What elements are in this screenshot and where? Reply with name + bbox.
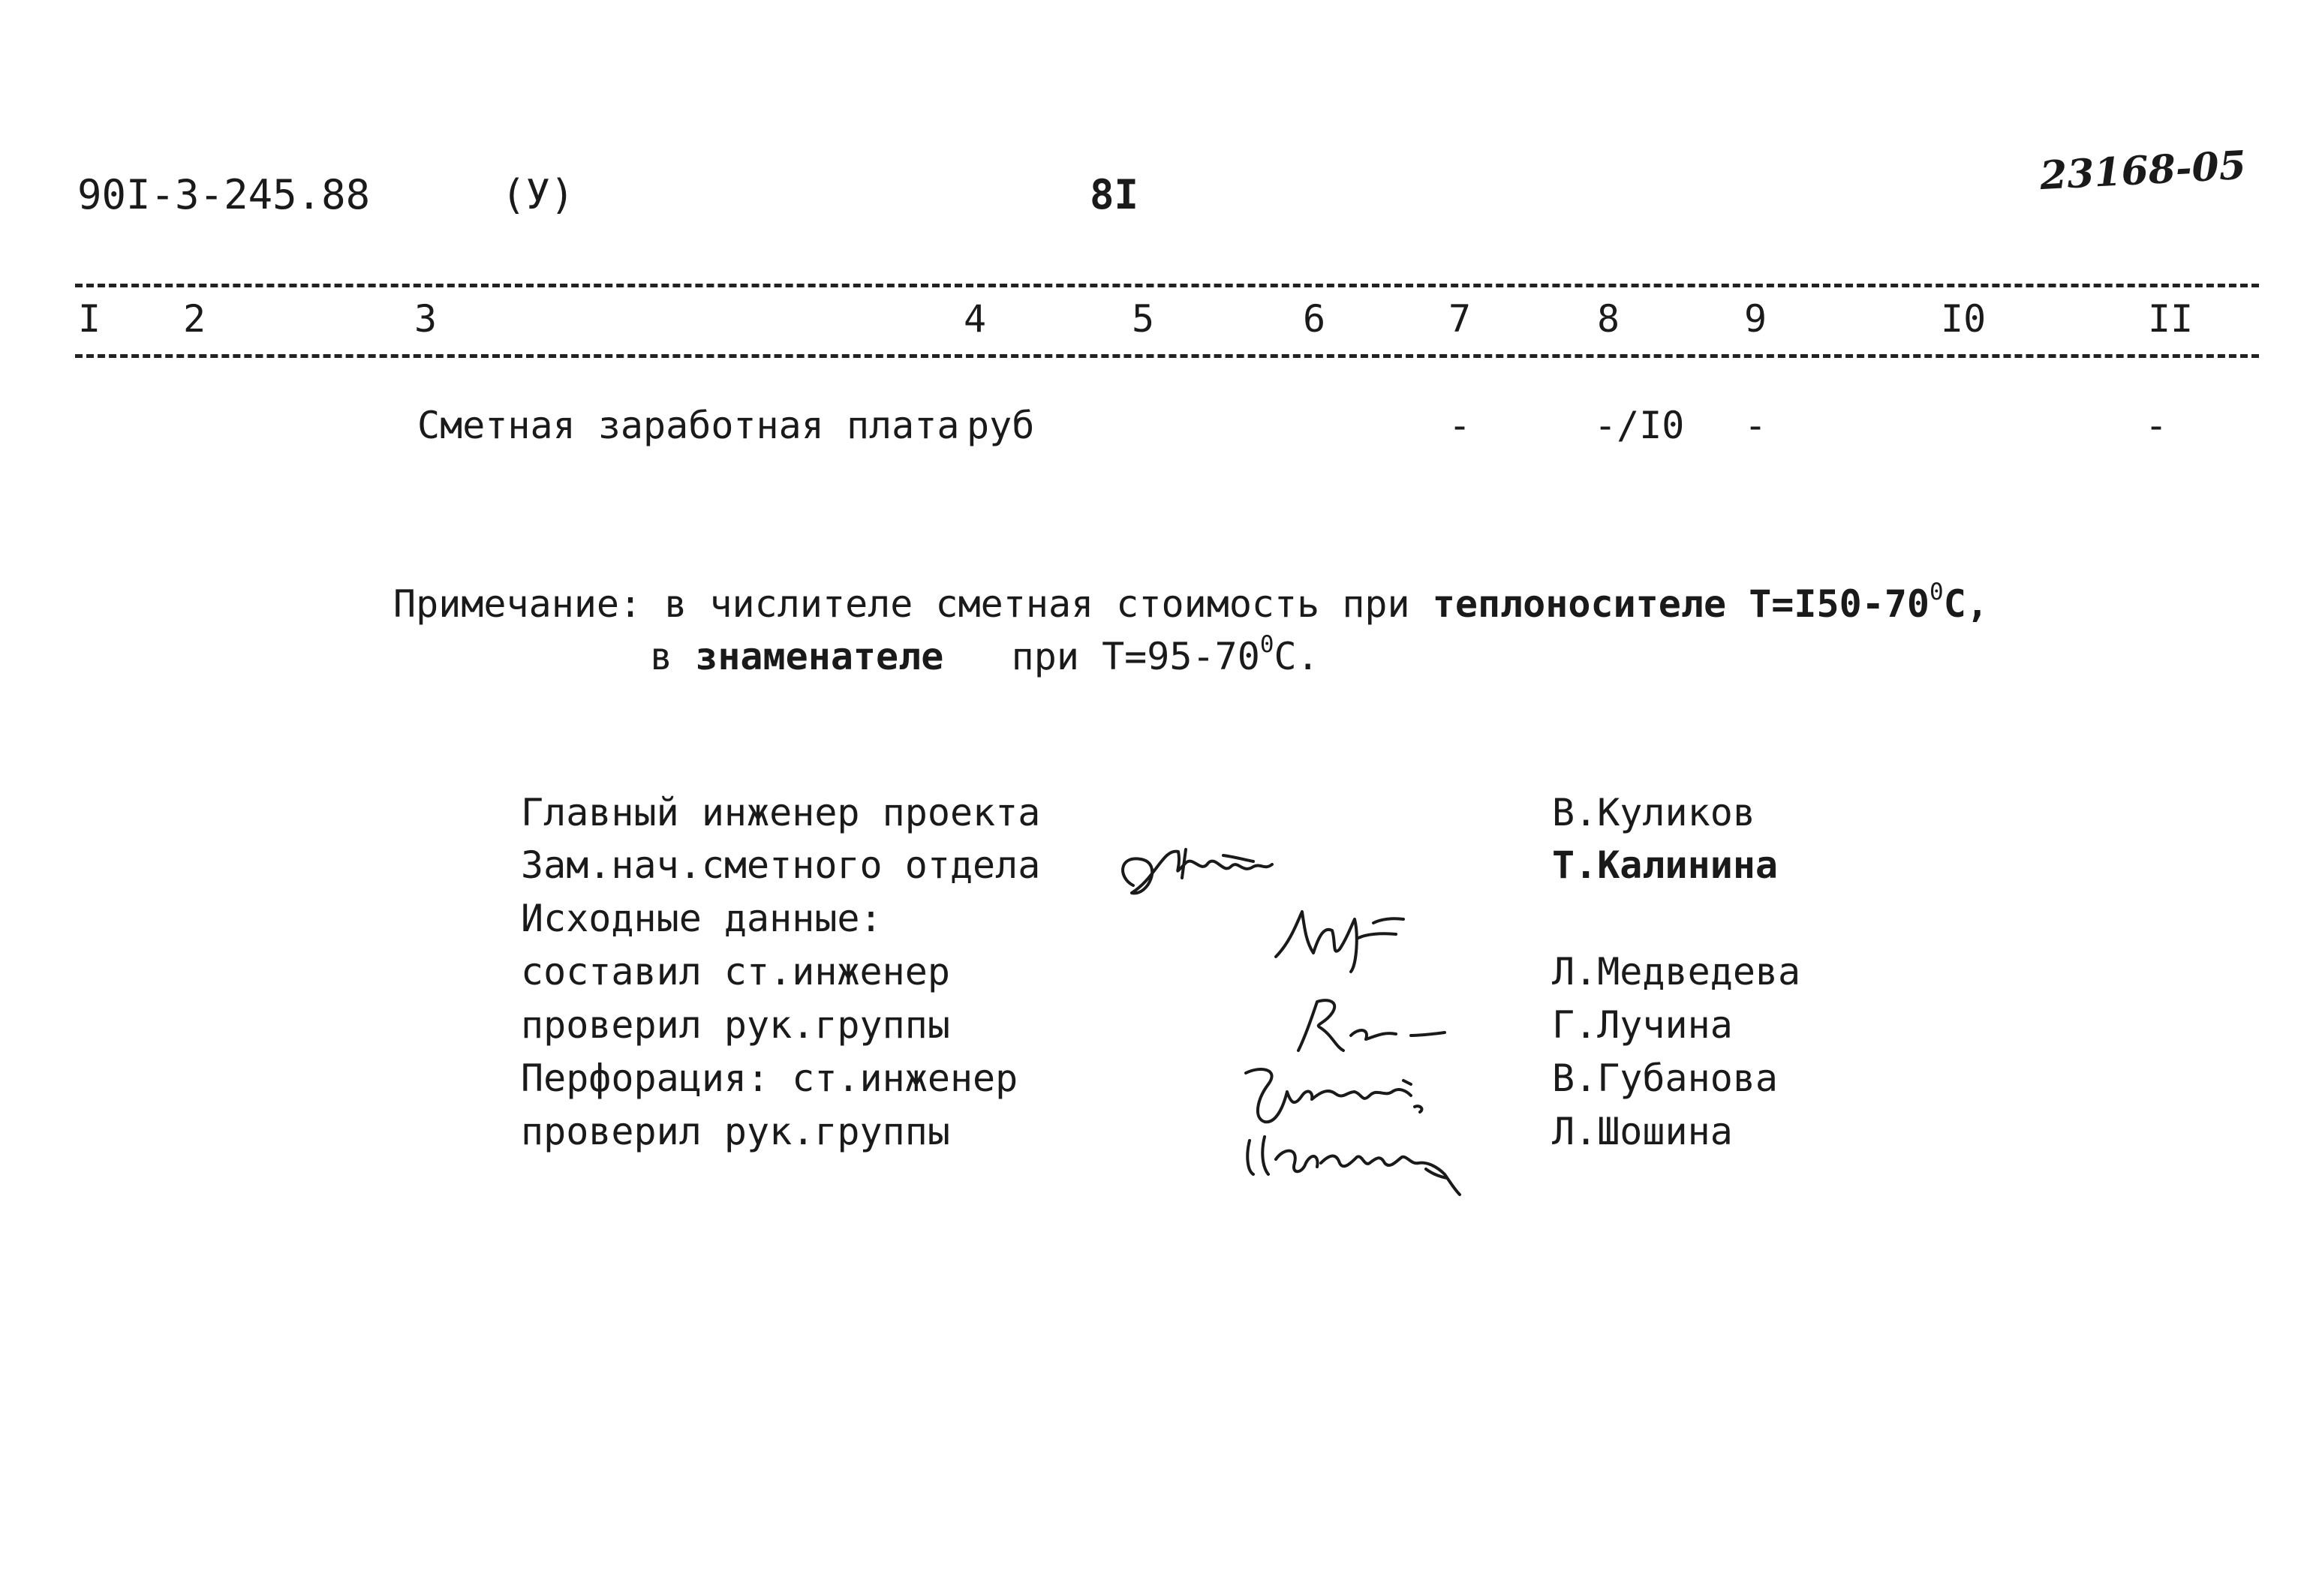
column-header-2: 2 (183, 297, 206, 341)
signature-name-medvedeva: Л.Медведева (1552, 950, 1801, 993)
signature-name-kulikov: В.Куликов (1552, 791, 1755, 834)
signature-name-kalinina: Т.Калинина (1552, 843, 1779, 887)
signature-role-source-data: Исходные данные: (521, 897, 883, 940)
signature-medvedeva (1261, 897, 1456, 979)
archive-number: 23168-05 (2038, 142, 2248, 200)
table-top-rule (75, 284, 2259, 287)
note-line2-degree: 0 (1259, 630, 1274, 658)
note-line2-mid: при Т=95-70 (1011, 635, 1260, 678)
signature-role-compiled: составил ст.инженер (521, 950, 950, 993)
note-line1-degree: 0 (1930, 578, 1944, 606)
signature-role-checked-2: проверил рук.группы (521, 1110, 950, 1153)
signature-name-gubanova: В.Губанова (1552, 1056, 1779, 1100)
note-line2-text: в (650, 635, 673, 678)
note-line-1 (393, 578, 1989, 626)
row-name: Сметная заработная плата (417, 404, 960, 447)
signature-role-chief-engineer: Главный инженер проекта (521, 791, 1041, 834)
column-header-6: 6 (1303, 297, 1326, 341)
document-code: 90I-3-245.88 (77, 171, 371, 218)
note-label: Примечание: (393, 582, 642, 626)
note-line1-term: теплоносителе (1432, 582, 1727, 626)
row-col7-value: - (1448, 404, 1472, 447)
row-col9-value: - (1744, 404, 1767, 447)
note-line2-tail: С. (1274, 635, 1319, 678)
table-bottom-rule (75, 354, 2259, 358)
note-line2-term: знаменателе (695, 635, 944, 678)
note-line1-text: в числителе сметная стоимость при (664, 582, 1410, 626)
column-header-9: 9 (1744, 297, 1767, 341)
column-header-5: 5 (1132, 297, 1155, 341)
signature-name-luchina: Г.Лучина (1552, 1003, 1733, 1047)
signature-shoshina (1231, 1111, 1501, 1201)
signature-role-checked-1: проверил рук.группы (521, 1003, 950, 1047)
signature-name-shoshina: Л.Шошина (1552, 1110, 1733, 1153)
signature-role-deputy-head: Зам.нач.сметного отдела (521, 843, 1041, 887)
document-variant: (У) (501, 171, 575, 218)
row-col8-value: -/I0 (1594, 404, 1685, 447)
column-header-4: 4 (964, 297, 987, 341)
row-col11-value: - (2145, 404, 2168, 447)
column-header-1: I (78, 297, 101, 341)
signature-role-perforation: Перфорация: ст.инженер (521, 1056, 1018, 1100)
note-line1-value: Т=I50-70 (1749, 582, 1930, 626)
note-line-2 (650, 630, 1319, 678)
column-header-8: 8 (1597, 297, 1620, 341)
column-header-3: 3 (414, 297, 438, 341)
column-header-7: 7 (1448, 297, 1472, 341)
note-line1-tail: С, (1943, 582, 1989, 626)
row-unit: руб (967, 404, 1035, 447)
column-header-11: II (2148, 297, 2194, 341)
page-number: 8I (1090, 171, 1139, 218)
column-header-10: I0 (1941, 297, 1987, 341)
